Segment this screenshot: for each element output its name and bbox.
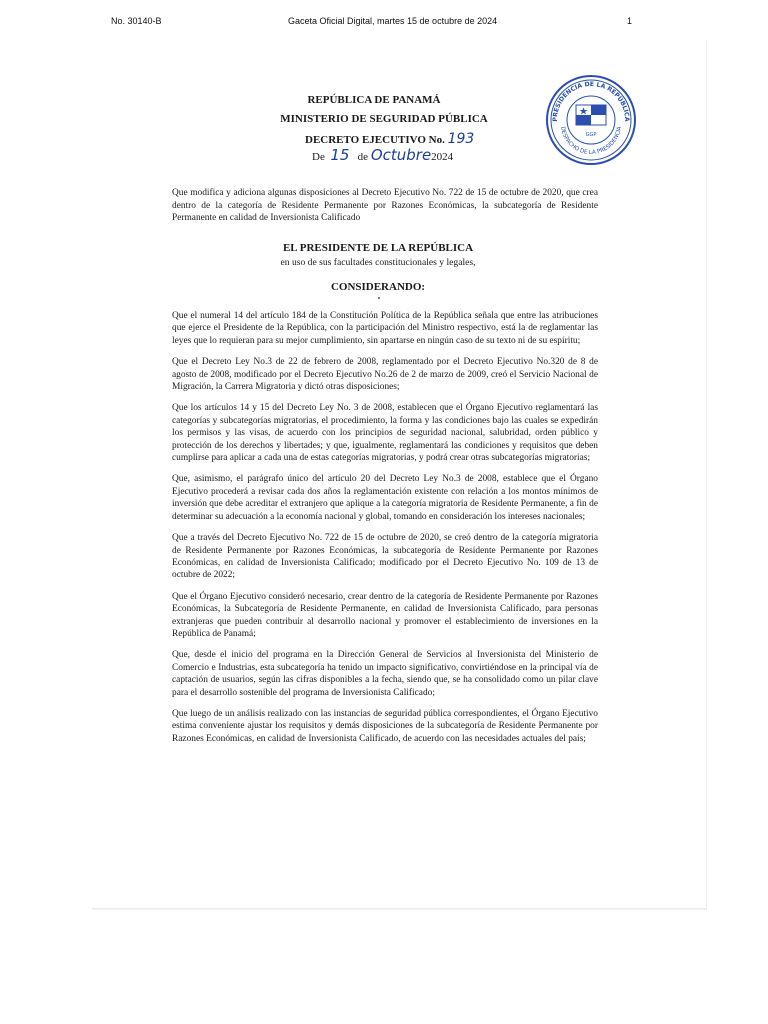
gazette-title: Gaceta Oficial Digital, martes 15 de octubre de 2024 — [288, 16, 498, 26]
ministry-heading: MINISTERIO DE SEGURIDAD PÚBLICA — [280, 113, 488, 125]
clauses-list — [172, 310, 598, 754]
date-month: Octubre — [370, 146, 432, 164]
clause-paragraph: Que, desde el inicio del programa en la Dirección General de Servicios al Inversionista del Ministerio de Comercio e Industrias, esta subcategoría ha tenido un impacto significativo, convirtiéndose en la principal vía de captación de usuarios, según las cifras disponibles a la fecha, siendo que, se ha consolidado como un pilar clave para el desarrollo sostenible del programa de Inversionista Calificado; — [172, 650, 598, 698]
date-prefix: De — [312, 151, 325, 163]
scan-speck — [378, 297, 380, 299]
decree-line — [305, 131, 474, 147]
president-heading: EL PRESIDENTE DE LA REPÚBLICA — [282, 242, 474, 254]
clause-paragraph: Que el Órgano Ejecutivo consideró necesario, crear dentro de la categoría de Residente Permanente por Razones Económicas, la Subcategoría de Residente Permanente, en calidad de Inversionista Calificado, para personas extranjeras que pueden contribuir al desarrollo nacional y promover el establecimiento de inversiones en la República de Panamá; — [172, 591, 598, 639]
seal-ring-text: PRESIDENCIA DE LA REPÚBLICA — [551, 80, 631, 122]
date-year: 2024 — [431, 151, 454, 163]
clause-paragraph: Que el Decreto Ley No.3 de 22 de febrero de 2008, reglamentado por el Decreto Ejecutivo No.320 de 8 de agosto de 2008, modificado por el Decreto Ejecutivo No.26 de 2 de marzo de 2009, creó el Servicio Nacional de Migración, la Carrera Migratoria y dictó otras disposiciones; — [172, 357, 598, 393]
scan-edge-right — [706, 40, 707, 910]
clause-paragraph: Que a través del Decreto Ejecutivo No. 722 de 15 de octubre de 2020, se creó dentro de la categoría migratoria de Residente Permanente por Razones Económicas, la subcategoría de Residente Permanente por Razones Económicas, en calidad de Inversionista Calificado; modificado por el Decreto Ejecutivo No. 109 de 13 de octubre de 2022; — [172, 533, 598, 581]
decree-summary: Que modifica y adiciona algunas disposiciones al Decreto Ejecutivo No. 722 de 15 de octubre de 2020, que crea dentro de la categoría de Residente Permanente por Razones Económicas, la subcategoría de Residente Permanente en calidad de Inversionista Calificado — [172, 188, 598, 224]
considering-heading: CONSIDERANDO: — [330, 281, 426, 293]
date-day: 15 — [330, 146, 350, 164]
gazette-number: No. 30140-B — [111, 16, 162, 26]
seal-emblem-text: GGP — [585, 132, 597, 138]
clause-paragraph: Que luego de un análisis realizado con las instancias de seguridad pública correspondientes, el Órgano Ejecutivo estima conveniente ajustar los requisitos y demás disposiciones de la subcategoría de Residente Permanente por Razones Económicas, en calidad de Inversionista Calificado, de acuerdo con las necesidades actuales del país; — [172, 708, 598, 744]
date-connector: de — [357, 151, 369, 163]
page-number: 1 — [627, 16, 633, 26]
decree-label: DECRETO EJECUTIVO No. — [305, 134, 445, 146]
clause-paragraph: Que el numeral 14 del artículo 184 de la Constitución Política de la República señala que entre las atribuciones que ejerce el Presidente de la República, con la participación del Ministro respectivo, está la de reglamentar las leyes que lo requieran para su mejor cumplimiento, sin apartarse en ningún caso de su texto ni de su espíritu; — [172, 311, 598, 346]
decree-number: 193 — [447, 131, 475, 147]
republic-heading: REPÚBLICA DE PANAMÁ — [307, 94, 441, 106]
gazette-header — [0, 16, 768, 30]
scan-edge-bottom — [92, 908, 706, 910]
clause-paragraph: Que, asimismo, el parágrafo único del artículo 20 del Decreto Ley No.3 de 2008, establece que el Órgano Ejecutivo procederá a revisar cada dos años la reglamentación existente con relación a los montos mínimos de inversión que debe acreditar el extranjero que aplique a la categoría migratoria de Residente Permanente, a fin de determinar su adecuación a la economía nacional y global, tomando en consideración los intereses nacionales; — [172, 474, 598, 522]
date-line — [312, 146, 453, 164]
official-seal-icon — [545, 74, 637, 166]
clause-paragraph: Que los artículos 14 y 15 del Decreto Ley No. 3 de 2008, establecen que el Órgano Ejecutivo reglamentará las categorías y subcategorías migratorias, el procedimiento, la forma y las condiciones bajo las cuales se expedirán los permisos y las visas, de acuerdo con los principios de seguridad nacional, salubridad, orden público y protección de los derechos y libertades; y que, igualmente, reglamentará las condiciones y requisitos que deben cumplirse para aplicar a cada una de estas categorías migratorias, y podrá crear otras subcategorías migratorias; — [172, 403, 598, 464]
powers-line: en uso de sus facultades constitucionales y legales, — [280, 257, 476, 268]
svg-text:DESPACHO DE LA PRESIDENCIA: DESPACHO DE LA PRESIDENCIA — [559, 126, 623, 157]
